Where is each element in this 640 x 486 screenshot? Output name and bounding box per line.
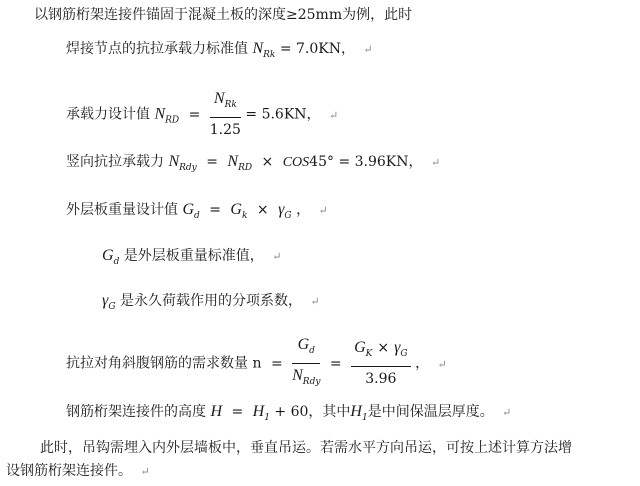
count-f2-times: ×: [377, 340, 390, 356]
weight-gk-symbol: G: [230, 201, 242, 218]
def-gd-text: 是外层板重量标准值，: [123, 248, 264, 264]
intro-sentence: 以钢筋桁架连接件锚固于混凝土板的深度≥25mm为例，此时: [34, 7, 413, 23]
count-fraction-1-numerator: [292, 334, 320, 364]
height-equals: =: [231, 404, 244, 420]
weight-end: ，: [296, 202, 311, 218]
def-gamma-subscript: G: [108, 302, 116, 312]
count-f2-g: G: [354, 339, 366, 356]
paragraph-mark: ↵: [318, 204, 328, 217]
weight-gamma-subscript: G: [284, 211, 292, 221]
def-gd-symbol: G: [102, 247, 114, 264]
count-fraction-2-denominator: 3.96: [365, 371, 397, 387]
intro-text: [34, 6, 412, 24]
weight-equals: =: [209, 202, 221, 218]
design-num-n: N: [213, 90, 225, 107]
vertical-times: ×: [261, 154, 274, 170]
count-equals: =: [270, 355, 283, 372]
weight-g-symbol: G: [182, 201, 195, 218]
height-h1b-subscript: 1: [361, 413, 368, 423]
height-mid-text: ，其中: [308, 404, 351, 420]
vertical-equals: =: [206, 154, 218, 170]
weight-times: ×: [256, 202, 269, 218]
count-f1-g: G: [297, 336, 310, 353]
count-fraction-1-denominator: [292, 364, 320, 393]
closing-line-2: [6, 462, 150, 481]
formula-design-capacity: [66, 88, 338, 141]
count-fraction-2-numerator: [351, 337, 411, 367]
paragraph-mark: ↵: [329, 108, 339, 122]
count-fraction-1: [292, 334, 320, 393]
weight-gk-subscript: k: [241, 211, 248, 221]
weld-value: = 7.0KN，: [279, 41, 355, 57]
vertical-n2-symbol: N: [227, 153, 239, 170]
design-label: 承载力设计值: [66, 106, 150, 123]
vertical-angle: 45°: [309, 154, 334, 170]
height-label: 钢筋桁架连接件的高度: [66, 404, 206, 420]
formula-panel-weight: [66, 201, 328, 225]
paragraph-mark: ↵: [272, 250, 282, 263]
design-numerator: [210, 88, 241, 118]
design-num-subscript: Rk: [224, 100, 237, 110]
closing-line-1: [40, 439, 572, 457]
weld-label: 焊接节点的抗拉承载力标准值: [66, 41, 248, 57]
count-f2-gamma: γ: [394, 339, 401, 356]
vertical-n-subscript: Rdy: [179, 163, 197, 173]
paragraph-mark: ↵: [363, 43, 373, 56]
height-h1-symbol: H: [252, 403, 265, 420]
paragraph-mark: ↵: [502, 406, 512, 419]
vertical-result: = 3.96KN，: [338, 154, 423, 170]
vertical-label: 竖向抗拉承载力: [66, 154, 164, 170]
vertical-n-symbol: N: [168, 153, 180, 170]
definition-gd: [102, 247, 281, 271]
count-f2-g-sub: K: [365, 349, 373, 359]
height-h-symbol: H: [210, 403, 223, 420]
closing-text-2: 设钢筋桁架连接件。: [6, 463, 132, 479]
height-text: 是中间保温层厚度。: [367, 404, 494, 420]
closing-text-1: 此时，吊钩需埋入内外层墙板中，垂直吊运。若需水平方向吊运，可按上述计算方法增: [40, 440, 572, 456]
def-gd-subscript: d: [113, 257, 120, 267]
weight-label: 外层板重量设计值: [66, 202, 178, 218]
formula-weld-capacity: [66, 40, 373, 64]
count-end: ，: [415, 355, 430, 372]
paragraph-mark: ↵: [310, 295, 320, 308]
def-gamma-text: 是永久荷载作用的分项系数，: [119, 293, 302, 309]
count-f1-n-sub: Rdy: [302, 377, 321, 387]
count-f1-g-sub: d: [309, 346, 315, 356]
design-denominator: 1.25: [209, 122, 241, 138]
count-label: 抗拉对角斜腹钢筋的需求数量: [66, 355, 248, 372]
weight-g-subscript: d: [194, 211, 200, 221]
vertical-cos: COS: [282, 155, 310, 170]
design-fraction: [210, 88, 241, 141]
formula-required-count: [66, 334, 447, 393]
count-fraction-2: [351, 337, 411, 390]
paragraph-mark: ↵: [140, 465, 150, 478]
definition-gamma: [102, 292, 320, 316]
def-gamma-symbol: γ: [102, 292, 109, 309]
count-n: n: [252, 355, 262, 372]
formula-vertical-capacity: [66, 153, 440, 177]
height-plus: + 60: [274, 404, 309, 420]
design-n-subscript: RD: [165, 115, 180, 126]
height-h1-subscript: 1: [264, 413, 270, 423]
height-h1b-symbol: H: [350, 403, 362, 420]
weight-gamma-symbol: γ: [278, 201, 285, 218]
formula-height: [66, 403, 511, 427]
design-n-symbol: N: [154, 105, 166, 123]
weld-n-subscript: Rk: [263, 50, 276, 60]
design-result: = 5.6KN，: [245, 106, 321, 123]
count-f2-gamma-sub: G: [400, 349, 408, 359]
count-equals-2: =: [329, 355, 342, 372]
weld-n-symbol: N: [252, 40, 264, 57]
paragraph-mark: ↵: [430, 156, 441, 169]
design-equals: =: [188, 106, 201, 123]
count-f1-n: N: [292, 367, 303, 384]
vertical-n2-subscript: RD: [238, 163, 253, 173]
paragraph-mark: ↵: [437, 357, 447, 371]
